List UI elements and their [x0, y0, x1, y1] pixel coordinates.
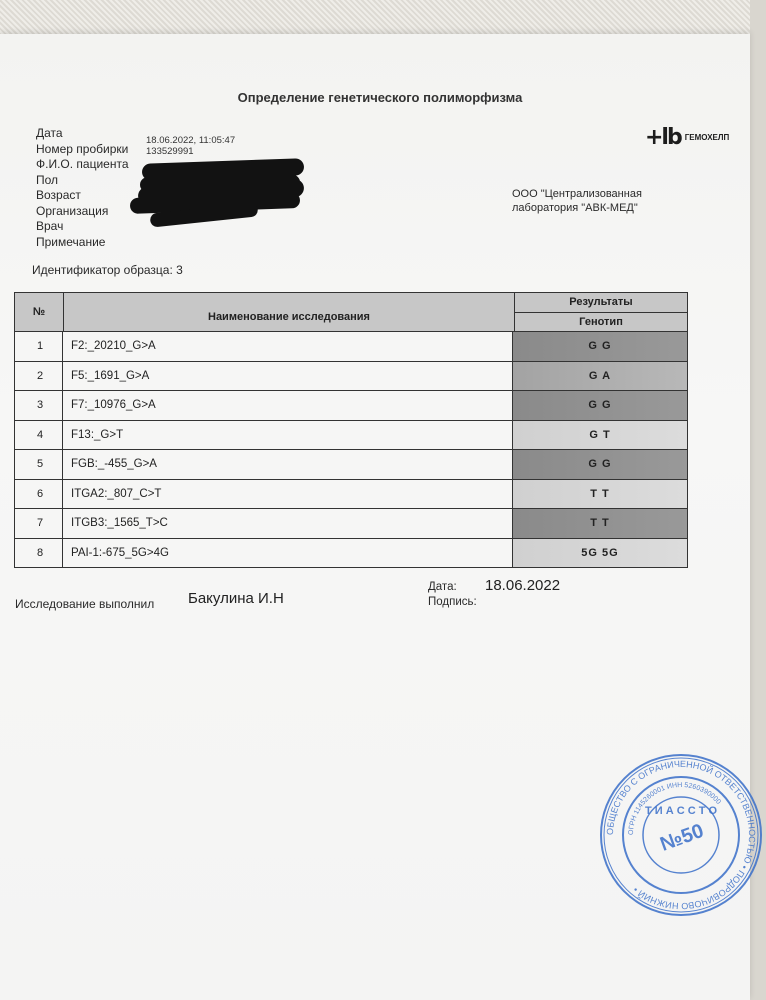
row-genotype: T T [513, 480, 687, 509]
header-test-name: Наименование исследования [64, 293, 515, 331]
table-row [15, 450, 687, 480]
lab-line-1: ООО "Централизованная [512, 188, 642, 200]
row-test-name: FGB:_-455_G>A [63, 450, 513, 479]
row-genotype: G G [513, 450, 687, 479]
signature-date-label: Дата: [428, 581, 457, 593]
table-row [15, 391, 687, 421]
row-test-name: F2:_20210_G>A [63, 332, 513, 361]
row-number: 5 [15, 450, 63, 479]
label-organization: Организация [36, 203, 109, 218]
row-genotype: G G [513, 391, 687, 420]
row-number: 3 [15, 391, 63, 420]
header-genotype-label: Генотип [579, 316, 623, 328]
row-test-name: F5:_1691_G>A [63, 362, 513, 391]
row-number: 4 [15, 421, 63, 450]
page-title: Определение генетического полиморфизма [237, 90, 523, 105]
row-test-name: F7:_10976_G>A [63, 391, 513, 420]
lab-line-2: лаборатория "АВК-МЕД" [512, 202, 638, 214]
patient-info-labels [36, 126, 129, 250]
header-results-label: Результаты [515, 293, 687, 313]
table-row [15, 480, 687, 510]
signature-date-value: 18.06.2022 [485, 577, 561, 594]
row-number: 1 [15, 332, 63, 361]
label-age: Возраст [36, 188, 81, 202]
row-number: 7 [15, 509, 63, 538]
label-tube-number: Номер пробирки [36, 141, 129, 156]
row-genotype: 5G 5G [513, 539, 687, 568]
row-genotype: G G [513, 332, 687, 361]
company-logo [645, 125, 729, 150]
label-patient-name: Ф.И.О. пациента [36, 157, 129, 171]
label-doctor: Врач [36, 219, 64, 233]
round-stamp [596, 750, 766, 920]
table-row [15, 332, 687, 362]
performer-name: Бакулина И.Н [188, 590, 284, 607]
row-test-name: ITGA2:_807_C>T [63, 480, 513, 509]
table-header [15, 293, 687, 332]
row-genotype: G T [513, 421, 687, 450]
table-row [15, 421, 687, 451]
label-sex: Пол [36, 172, 59, 187]
row-number: 6 [15, 480, 63, 509]
stamp-outer-text: ОБЩЕСТВО С ОГРАНИЧЕННОЙ ОТВЕТСТВЕННОСТЬЮ • ПОДРОВИЧОВО НИЖНИЙ • [604, 758, 758, 912]
row-genotype: T T [513, 509, 687, 538]
table-row [15, 509, 687, 539]
tube-number-value: 133529991 [146, 146, 194, 157]
row-test-name: ITGB3:_1565_T>C [63, 509, 513, 538]
label-note: Примечание [36, 234, 106, 249]
stamp-inner-text: ОГРН 1145260001 ИНН 5260390000 [627, 781, 722, 836]
header-number: № [15, 293, 64, 331]
results-table [14, 292, 688, 568]
row-test-name: PAI-1:-675_5G>4G [63, 539, 513, 568]
stamp-center-number: №50 [657, 819, 707, 856]
label-date: Дата [36, 126, 63, 140]
laboratory-name [512, 187, 642, 215]
row-genotype: G A [513, 362, 687, 391]
signature-label: Подпись: [428, 596, 477, 608]
row-test-name: F13:_G>T [63, 421, 513, 450]
logo-text: ГЕМОХЕЛП [684, 133, 730, 142]
row-number: 8 [15, 539, 63, 568]
stamp-middle-text: Т И А С С Т О [644, 805, 718, 817]
sample-identifier: Идентификатор образца: 3 [32, 263, 183, 277]
patient-info-values [146, 135, 235, 157]
logo-mark-icon: +lb [645, 125, 681, 150]
header-results [515, 293, 687, 331]
row-number: 2 [15, 362, 63, 391]
date-value: 18.06.2022, 11:05:47 [146, 135, 236, 146]
performer-label: Исследование выполнил [15, 597, 155, 611]
table-row [15, 362, 687, 392]
table-row [15, 539, 687, 568]
